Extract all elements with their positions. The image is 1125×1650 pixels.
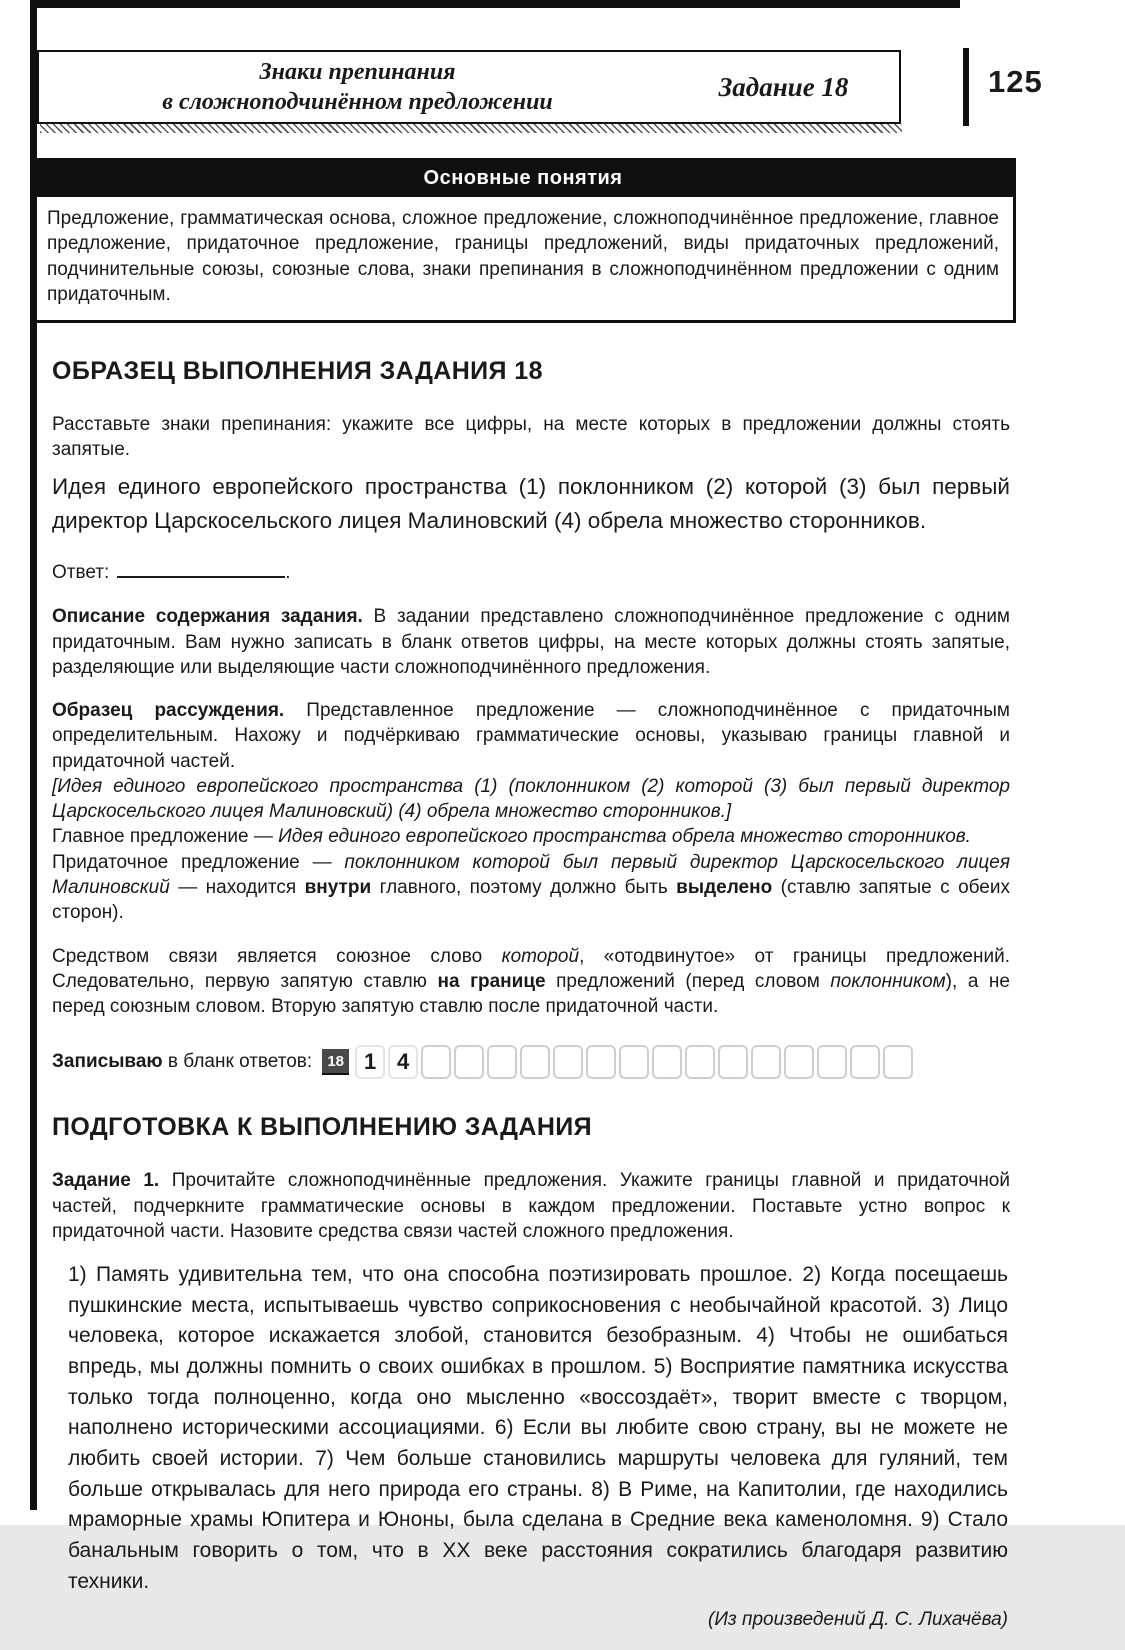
- text-run: Идея единого европейского пространства обрела множество сторонников.: [278, 826, 971, 848]
- text-run: Представленное предложение — сложноподчинённое с придаточным определительным. Нахожу и подчёркиваю грамматические основы, указываю границы главной и придаточной частей.: [52, 700, 1010, 772]
- answer-cell: [586, 1045, 616, 1079]
- text-run: Средством связи является союзное слово: [52, 945, 502, 967]
- key-concepts-box: [30, 158, 1016, 323]
- top-rule: [30, 0, 960, 8]
- text-run: главного, поэтому должно быть: [371, 877, 677, 898]
- text-run: поклонником которой был первый директор Царскосельского лицея Малиновский: [52, 851, 1010, 898]
- task-number-label: Задание 18: [718, 71, 849, 102]
- text-run: на границе: [437, 970, 546, 992]
- answer-blank: [117, 560, 285, 578]
- source-attribution: (Из произведений Д. С. Лихачёва): [708, 1609, 1008, 1631]
- sample-section-heading: ОБРАЗЕЦ ВЫПОЛНЕНИЯ ЗАДАНИЯ 18: [52, 356, 543, 385]
- answer-cell: [619, 1045, 649, 1079]
- main-column: [52, 357, 1010, 1632]
- reasoning-connective: [52, 944, 1010, 1020]
- task-description: [52, 604, 1010, 680]
- answer-cell: [784, 1045, 814, 1079]
- text-run: Описание содержания задания.: [52, 606, 374, 628]
- text-run: В задании представлено сложноподчинённое предложение с одним придаточным. Вам нужно записать в бланк ответов цифры, на месте которых должны стоять запятые, разделяющие или выделяющие части сложноподчинённого предложения.: [52, 606, 1010, 678]
- text-run: — находится: [169, 877, 305, 898]
- chapter-title: [39, 57, 676, 117]
- text-run: выделено: [676, 877, 773, 898]
- text-run: (ставлю запятые с обеих сторон).: [52, 877, 1010, 924]
- key-concepts-body: Предложение, грамматическая основа, сложное предложение, сложноподчинённое предложение, главное предложение, придаточное предложение, границы предложений, виды придаточных предложений, подчинительные союзы, союзные слова, знаки препинания в сложноподчинённом предложении с одним придаточным.: [47, 208, 999, 306]
- text-run: поклонником: [830, 970, 946, 992]
- text-run: которой: [501, 945, 580, 967]
- answer-cell: [718, 1045, 748, 1079]
- answer-cell: [817, 1045, 847, 1079]
- answer-form-task-number: 18: [322, 1049, 349, 1075]
- answer-cell: 1: [355, 1045, 385, 1079]
- answer-cell: [652, 1045, 682, 1079]
- answer-record-row: [52, 1045, 1010, 1079]
- answer-cell: [685, 1045, 715, 1079]
- reasoning-intro: [52, 698, 1010, 774]
- answer-cell: [421, 1045, 451, 1079]
- text-run: ), а не перед союзным словом. Вторую запятую ставлю после придаточной части.: [52, 970, 1010, 1018]
- text-run: Прочитайте сложноподчинённые предложения. Укажите границы главной и придаточной частей, подчеркните грамматические основы в каждом предложении. Поставьте устно вопрос к придаточной части. Назовите средства связи частей сложного предложения.: [52, 1170, 1010, 1242]
- answer-period: .: [285, 562, 291, 584]
- text-run: Задание 1.: [52, 1170, 172, 1192]
- text-run: внутри: [304, 877, 372, 898]
- answer-cell: [487, 1045, 517, 1079]
- text-run: [Идея единого европейского пространства (1) (поклонником (2) которой (3) был первый директор Царскосельского лицея Малиновский) (4) обрела множество сторонников.]: [52, 775, 1010, 823]
- reasoning-main-clause: [52, 824, 1010, 849]
- preparation-section-heading: ПОДГОТОВКА К ВЫПОЛНЕНИЮ ЗАДАНИЯ: [52, 1113, 593, 1142]
- answer-line: [52, 560, 1010, 584]
- answer-cells: [355, 1045, 916, 1079]
- key-concepts-heading: Основные понятия: [33, 161, 1013, 197]
- answer-cell: 4: [388, 1045, 418, 1079]
- text-run: , «отодвинутое» от границы предложений. Следовательно, первую запятую ставлю: [52, 945, 1010, 992]
- text-run: в бланк ответов:: [162, 1051, 313, 1073]
- reasoning-subordinate-clause: [52, 850, 1010, 926]
- answer-cell: [520, 1045, 550, 1079]
- answer-cell: [454, 1045, 484, 1079]
- page-number-divider: [963, 48, 969, 126]
- page-number: 125: [988, 64, 1043, 99]
- task1-instruction: [52, 1168, 1010, 1244]
- answer-cell: [850, 1045, 880, 1079]
- reasoning-bracket-analysis: [52, 774, 1010, 825]
- text-run: Главное предложение —: [52, 826, 279, 848]
- record-label: [52, 1051, 312, 1073]
- text-run: Записываю: [52, 1051, 163, 1073]
- sample-instruction: Расставьте знаки препинания: укажите все цифры, на месте которых в предложении должны стоять запятые.: [52, 413, 1010, 461]
- chapter-title-box: [37, 50, 901, 124]
- chapter-title-line2: в сложноподчинённом предложении: [162, 89, 553, 115]
- answer-cell: [751, 1045, 781, 1079]
- sample-sentence: Идея единого европейского пространства (1) поклонником (2) которой (3) был первый директор Царскосельского лицея Малиновский (4) обрела множество сторонников.: [52, 474, 1010, 534]
- title-box-hatch: [40, 124, 902, 133]
- answer-cell: [553, 1045, 583, 1079]
- chapter-title-line1: Знаки препинания: [259, 59, 456, 85]
- text-run: Образец рассуждения.: [52, 700, 307, 722]
- text-run: предложений (перед словом: [545, 970, 831, 992]
- answer-cell: [883, 1045, 913, 1079]
- text-run: Придаточное предложение —: [52, 851, 345, 873]
- exercise-sentences: 1) Память удивительна тем, что она способна поэтизировать прошлое. 2) Когда посещаешь пушкинские места, испытываешь чувство соприкосновения с необычайной красотой. 3) Лицо человека, которое искажается злобой, становится безобразным. 4) Чтобы не ошибаться впредь, мы должны помнить о своих ошибках в прошлом. 5) Восприятие памятника искусства только тогда полноценно, когда оно мысленно «воссоздаёт», творит вместе с творцом, наполнено историческими ассоциациями. 6) Если вы любите свою страну, вы не можете не любить своей истории. 7) Чем больше становились маршруты человека для гуляний, тем больше открывалась для него природа его страны. 8) В Риме, на Капитолии, где находились мраморные храмы Юпитера и Юноны, была сделана в Средние века каменоломня. 9) Стало банальным говорить о том, что в XX веке расстояния сократились благодаря развитию техники.: [68, 1263, 1008, 1593]
- page-content: [30, 158, 1016, 1650]
- answer-label: Ответ:: [52, 562, 110, 584]
